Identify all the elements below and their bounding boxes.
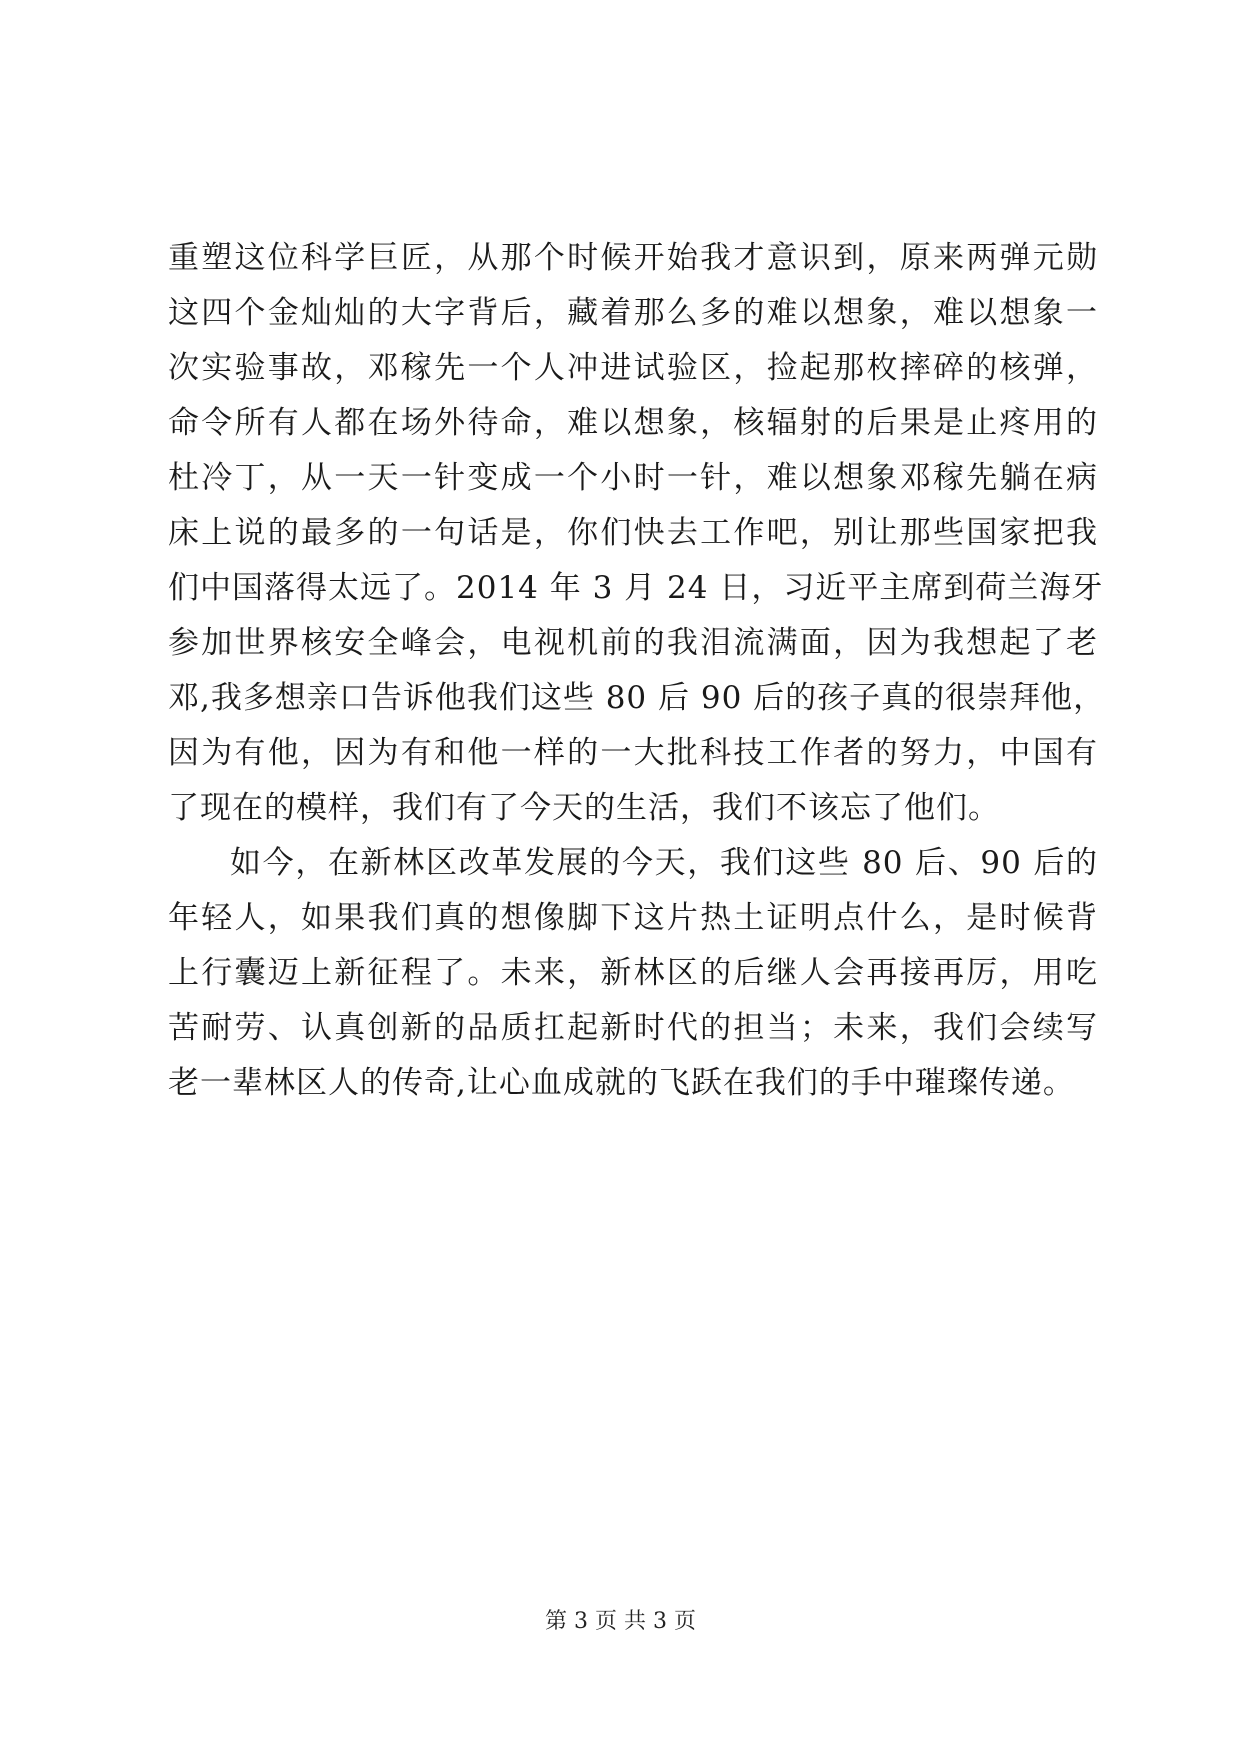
text-line: 命令所有人都在场外待命，难以想象，核辐射的后果是止疼用的	[168, 405, 1098, 441]
text-line: 邓,我多想亲口告诉他我们这些 80 后 90 后的孩子真的很崇拜他，	[168, 680, 1106, 716]
page-number-footer: 第 3 页 共 3 页	[545, 1609, 696, 1634]
text-line: 因为有他，因为有和他一样的一大批科技工作者的努力，中国有	[168, 735, 1098, 771]
text-line: 重塑这位科学巨匠，从那个时候开始我才意识到，原来两弹元勋	[168, 240, 1098, 276]
paragraph	[168, 231, 1106, 836]
text-line: 了现在的模样，我们有了今天的生活，我们不该忘了他们。	[168, 790, 1000, 826]
text-line: 杜冷丁，从一天一针变成一个小时一针，难以想象邓稼先躺在病	[168, 460, 1098, 496]
text-line: 苦耐劳、认真创新的品质扛起新时代的担当；未来，我们会续写	[168, 1010, 1098, 1046]
text-line: 老一辈林区人的传奇,让心血成就的飞跃在我们的手中璀璨传递。	[168, 1065, 1075, 1101]
text-line: 参加世界核安全峰会，电视机前的我泪流满面，因为我想起了老	[168, 625, 1098, 661]
text-line: 年轻人，如果我们真的想像脚下这片热土证明点什么，是时候背	[168, 900, 1098, 936]
text-line: 这四个金灿灿的大字背后，藏着那么多的难以想象，难以想象一	[168, 295, 1098, 331]
text-line: 如今，在新林区改革发展的今天，我们这些 80 后、90 后的	[230, 845, 1098, 881]
text-line: 上行囊迈上新征程了。未来，新林区的后继人会再接再厉，用吃	[168, 955, 1098, 991]
document-body	[168, 231, 1106, 1111]
text-line: 床上说的最多的一句话是，你们快去工作吧，别让那些国家把我	[168, 515, 1098, 551]
text-line: 次实验事故，邓稼先一个人冲进试验区，捡起那枚摔碎的核弹，	[168, 350, 1098, 386]
text-line: 们中国落得太远了。2014 年 3 月 24 日，习近平主席到荷兰海牙	[168, 570, 1104, 606]
paragraph	[168, 836, 1098, 1111]
